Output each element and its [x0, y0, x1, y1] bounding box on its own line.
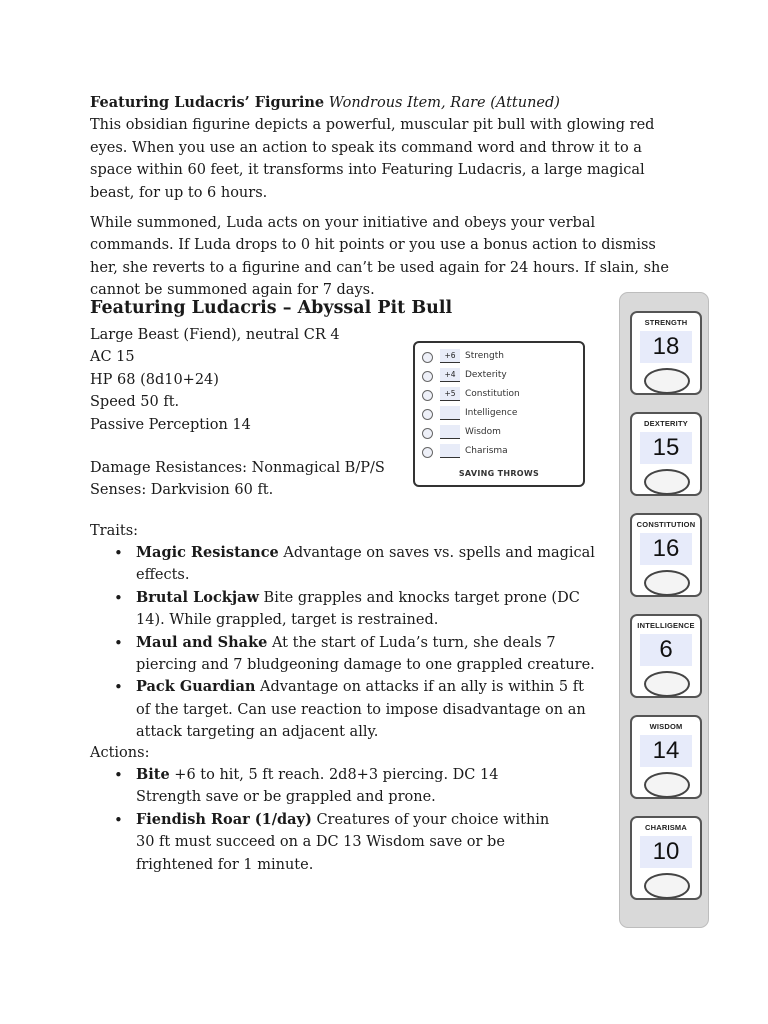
- ability-label: CHARISMA: [644, 823, 687, 832]
- modifier-oval[interactable]: [644, 772, 690, 798]
- creature-hp: HP 68 (8d10+24): [90, 371, 219, 388]
- save-name: Charisma: [465, 446, 508, 456]
- trait-text: Bite grapples and knocks target prone (DC 14). While grappled, target is restrained.: [136, 589, 580, 629]
- creature-ac: AC 15: [90, 349, 135, 366]
- save-modifier: [440, 406, 460, 420]
- ability-label: CONSTITUTION: [636, 520, 696, 529]
- actions-list: [110, 764, 565, 876]
- ability-scores-column: [619, 292, 709, 928]
- item-name: Featuring Ludacris’ Figurine: [90, 94, 325, 111]
- proficiency-circle[interactable]: [422, 352, 433, 363]
- ability-label: STRENGTH: [644, 318, 688, 327]
- trait-name: Pack Guardian: [136, 678, 256, 696]
- saving-throws-box: [413, 341, 585, 487]
- saving-throw-row: [415, 368, 583, 386]
- ability-card-wisdom: [630, 715, 702, 799]
- trait-text: Advantage on saves vs. spells and magical effects.: [136, 545, 595, 584]
- ability-label: WISDOM: [649, 722, 683, 731]
- ability-score[interactable]: 14: [640, 735, 692, 767]
- ability-label: INTELLIGENCE: [637, 621, 695, 630]
- creature-damage-resistances: Damage Resistances: Nonmagical B/P/S: [90, 460, 385, 477]
- ability-card-charisma: [630, 816, 702, 900]
- list-item: [110, 542, 595, 587]
- proficiency-circle[interactable]: [422, 428, 433, 439]
- saving-throw-row: [415, 387, 583, 405]
- action-name: Bite: [136, 766, 170, 783]
- ability-score[interactable]: 6: [640, 634, 692, 666]
- trait-name: Maul and Shake: [136, 633, 268, 651]
- item-description-block: [90, 92, 675, 310]
- creature-stats: [90, 324, 410, 502]
- list-item: [110, 632, 595, 677]
- proficiency-circle[interactable]: [422, 409, 433, 420]
- list-item: [110, 809, 565, 876]
- proficiency-circle[interactable]: [422, 390, 433, 401]
- action-text: +6 to hit, 5 ft reach. 2d8+3 piercing. DC 14 Strength save or be grappled and prone.: [136, 767, 499, 806]
- save-modifier: +4: [440, 368, 460, 382]
- modifier-oval[interactable]: [644, 368, 690, 394]
- proficiency-circle[interactable]: [422, 371, 433, 382]
- list-item: [110, 676, 595, 743]
- saving-throw-row: [415, 406, 583, 424]
- proficiency-circle[interactable]: [422, 447, 433, 458]
- creature-senses: Senses: Darkvision 60 ft.: [90, 482, 274, 499]
- ability-label: DEXTERITY: [644, 419, 688, 428]
- traits-list: [110, 542, 595, 744]
- saving-throws-caption: SAVING THROWS: [458, 469, 540, 478]
- modifier-oval[interactable]: [644, 671, 690, 697]
- item-description: This obsidian figurine depicts a powerful, muscular pit bull with glowing red eyes. When you use an action to speak its command word and throw it to a space within 60 feet, it transforms into Featuring Ludacris, a large magical beast, for up to 6 hours.: [90, 117, 655, 201]
- action-text: Creatures of your choice within 30 ft must succeed on a DC 13 Wisdom save or be frightened for 1 minute.: [136, 811, 550, 873]
- item-subtitle: Wondrous Item, Rare (Attuned): [328, 95, 560, 111]
- save-modifier: +6: [440, 349, 460, 363]
- ability-score[interactable]: 16: [640, 533, 692, 565]
- save-modifier: [440, 444, 460, 458]
- item-heading: [90, 92, 675, 114]
- save-name: Constitution: [465, 389, 520, 399]
- saving-throw-row: [415, 349, 583, 367]
- list-item: [110, 764, 565, 809]
- save-name: Dexterity: [465, 370, 507, 380]
- save-modifier: +5: [440, 387, 460, 401]
- trait-text: At the start of Luda’s turn, she deals 7 piercing and 7 bludgeoning damage to one grappled creature.: [136, 634, 595, 674]
- trait-name: Magic Resistance: [136, 544, 279, 561]
- saving-throw-row: [415, 425, 583, 443]
- creature-passive-perception: Passive Perception 14: [90, 416, 251, 433]
- creature-speed: Speed 50 ft.: [90, 394, 180, 411]
- trait-text: Advantage on attacks if an ally is within 5 ft of the target. Can use reaction to impose disadvantage on an attack targeting an adjacent ally.: [136, 679, 586, 741]
- save-name: Intelligence: [465, 408, 518, 418]
- save-name: Strength: [465, 351, 504, 361]
- modifier-oval[interactable]: [644, 570, 690, 596]
- modifier-oval[interactable]: [644, 469, 690, 495]
- ability-card-intelligence: [630, 614, 702, 698]
- save-name: Wisdom: [465, 427, 501, 437]
- creature-type-line: Large Beast (Fiend), neutral CR 4: [90, 327, 340, 343]
- ability-card-dexterity: [630, 412, 702, 496]
- creature-title: Featuring Ludacris – Abyssal Pit Bull: [90, 298, 453, 318]
- ability-score[interactable]: 18: [640, 331, 692, 363]
- trait-name: Brutal Lockjaw: [136, 588, 259, 606]
- saving-throw-row: [415, 444, 583, 462]
- ability-card-constitution: [630, 513, 702, 597]
- ability-card-strength: [630, 311, 702, 395]
- action-name: Fiendish Roar (1/day): [136, 810, 312, 828]
- ability-score[interactable]: 10: [640, 836, 692, 868]
- list-item: [110, 587, 595, 632]
- ability-score[interactable]: 15: [640, 432, 692, 464]
- actions-label: Actions:: [90, 745, 150, 761]
- save-modifier: [440, 425, 460, 439]
- modifier-oval[interactable]: [644, 873, 690, 899]
- traits-label: Traits:: [90, 523, 139, 539]
- item-summon-rules: While summoned, Luda acts on your initiative and obeys your verbal commands. If Luda drops to 0 hit points or you use a bonus action to dismiss her, she reverts to a figurine and can’t be used again for 24 hours. If slain, she cannot be summoned again for 7 days.: [90, 215, 669, 299]
